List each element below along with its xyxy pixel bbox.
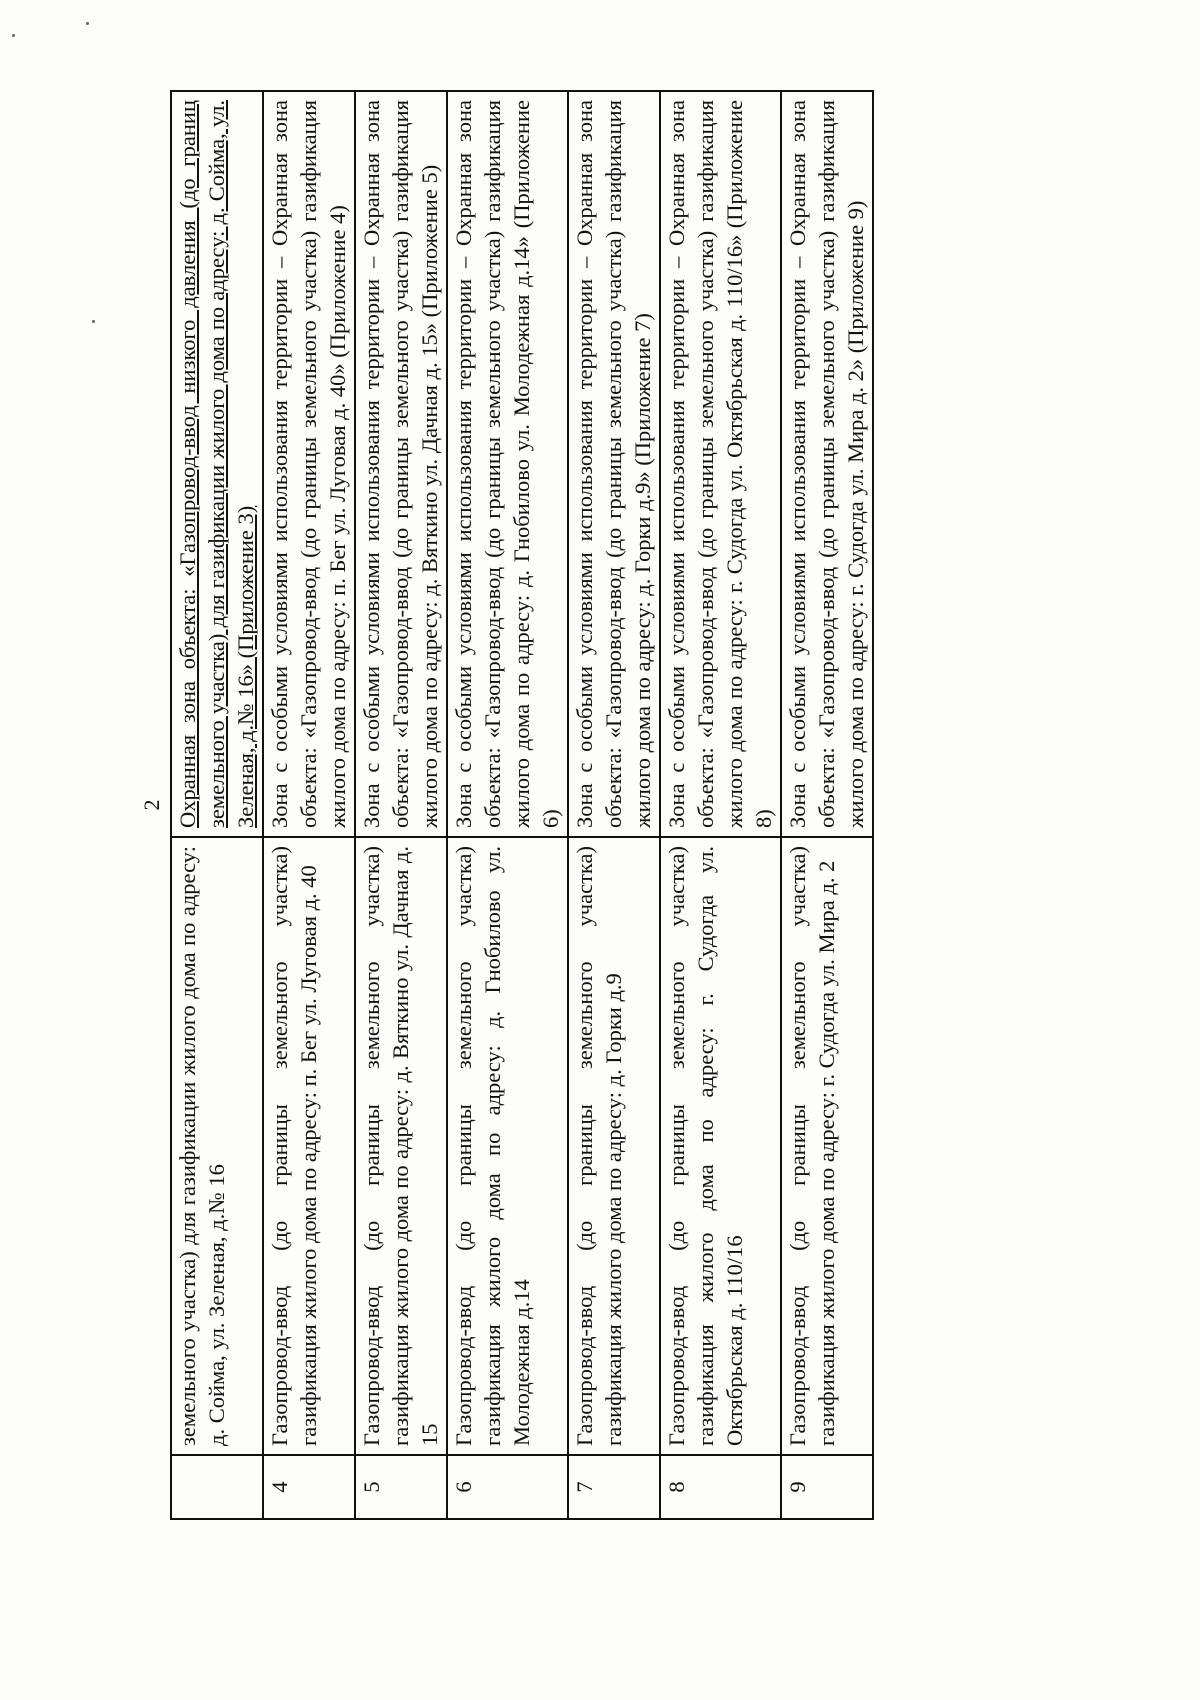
zone-description: Зона с особыми условиями использования территории – Охранная зона объекта: «Газопровод-ввод (до границы земельного участка) газификация жилого дома по адресу: г. Судогда ул. Октябрьская д. 110/16» (Приложение 8) xyxy=(660,91,781,837)
row-number: 8 xyxy=(660,1455,781,1519)
row-number: 6 xyxy=(447,1455,568,1519)
object-description: Газопровод-ввод (до границы земельного участка) газификация жилого дома по адресу: д. Вяткино ул. Дачная д. 15 xyxy=(355,837,447,1455)
object-description: Газопровод-ввод (до границы земельного участка) газификация жилого дома по адресу: д. Горки д.9 xyxy=(568,837,660,1455)
table-row xyxy=(447,91,568,1519)
zone-description: Зона с особыми условиями использования территории – Охранная зона объекта: «Газопровод-ввод (до границы земельного участка) газификация жилого дома по адресу: д. Вяткино ул. Дачная д. 15» (Приложение 5) xyxy=(355,91,447,837)
table-row xyxy=(171,91,263,1519)
row-number xyxy=(171,1455,263,1519)
zone-description: Зона с особыми условиями использования территории – Охранная зона объекта: «Газопровод-ввод (до границы земельного участка) газификация жилого дома по адресу: д. Горки д.9» (Приложение 7) xyxy=(568,91,660,837)
row-number: 4 xyxy=(263,1455,355,1519)
object-description: Газопровод-ввод (до границы земельного участка) газификация жилого дома по адресу: д. Гнобилово ул. Молодежная д.14 xyxy=(447,837,568,1455)
zone-description: Зона с особыми условиями использования территории – Охранная зона объекта: «Газопровод-ввод (до границы земельного участка) газификация жилого дома по адресу: д. Гнобилово ул. Молодежная д.14» (Приложение 6) xyxy=(447,91,568,837)
row-number: 5 xyxy=(355,1455,447,1519)
zone-description: Зона с особыми условиями использования территории – Охранная зона объекта: «Газопровод-ввод (до границы земельного участка) газификация жилого дома по адресу: п. Бег ул. Луговая д. 40» (Приложение 4) xyxy=(263,91,355,837)
scan-speck xyxy=(86,22,89,25)
scan-speck xyxy=(12,34,15,37)
object-description: Газопровод-ввод (до границы земельного участка) газификация жилого дома по адресу: г. Судогда ул. Мира д. 2 xyxy=(781,837,873,1455)
page-number: 2 xyxy=(139,799,164,811)
zones-table xyxy=(170,90,874,1520)
zone-description: Охранная зона объекта: «Газопровод-ввод низкого давления (до границ земельного участка) для газификации жилого дома по адресу: д. Сойма, ул. Зеленая, д.№ 16» (Приложение 3) xyxy=(171,91,263,837)
table-row xyxy=(355,91,447,1519)
table-row xyxy=(263,91,355,1519)
table-body xyxy=(171,91,873,1519)
table-row xyxy=(660,91,781,1519)
row-number: 7 xyxy=(568,1455,660,1519)
table-row xyxy=(568,91,660,1519)
object-description: Газопровод-ввод (до границы земельного участка) газификация жилого дома по адресу: г. Судогда ул. Октябрьская д. 110/16 xyxy=(660,837,781,1455)
table-row xyxy=(781,91,873,1519)
zone-description: Зона с особыми условиями использования территории – Охранная зона объекта: «Газопровод-ввод (до границы земельного участка) газификация жилого дома по адресу: г. Судогда ул. Мира д. 2» (Приложение 9) xyxy=(781,91,873,837)
row-number: 9 xyxy=(781,1455,873,1519)
rotated-page xyxy=(135,90,1045,1520)
object-description: земельного участка) для газификации жилого дома по адресу: д. Сойма, ул. Зеленая, д.№ 16 xyxy=(171,837,263,1455)
object-description: Газопровод-ввод (до границы земельного участка) газификация жилого дома по адресу: п. Бег ул. Луговая д. 40 xyxy=(263,837,355,1455)
scan-speck xyxy=(92,320,95,323)
